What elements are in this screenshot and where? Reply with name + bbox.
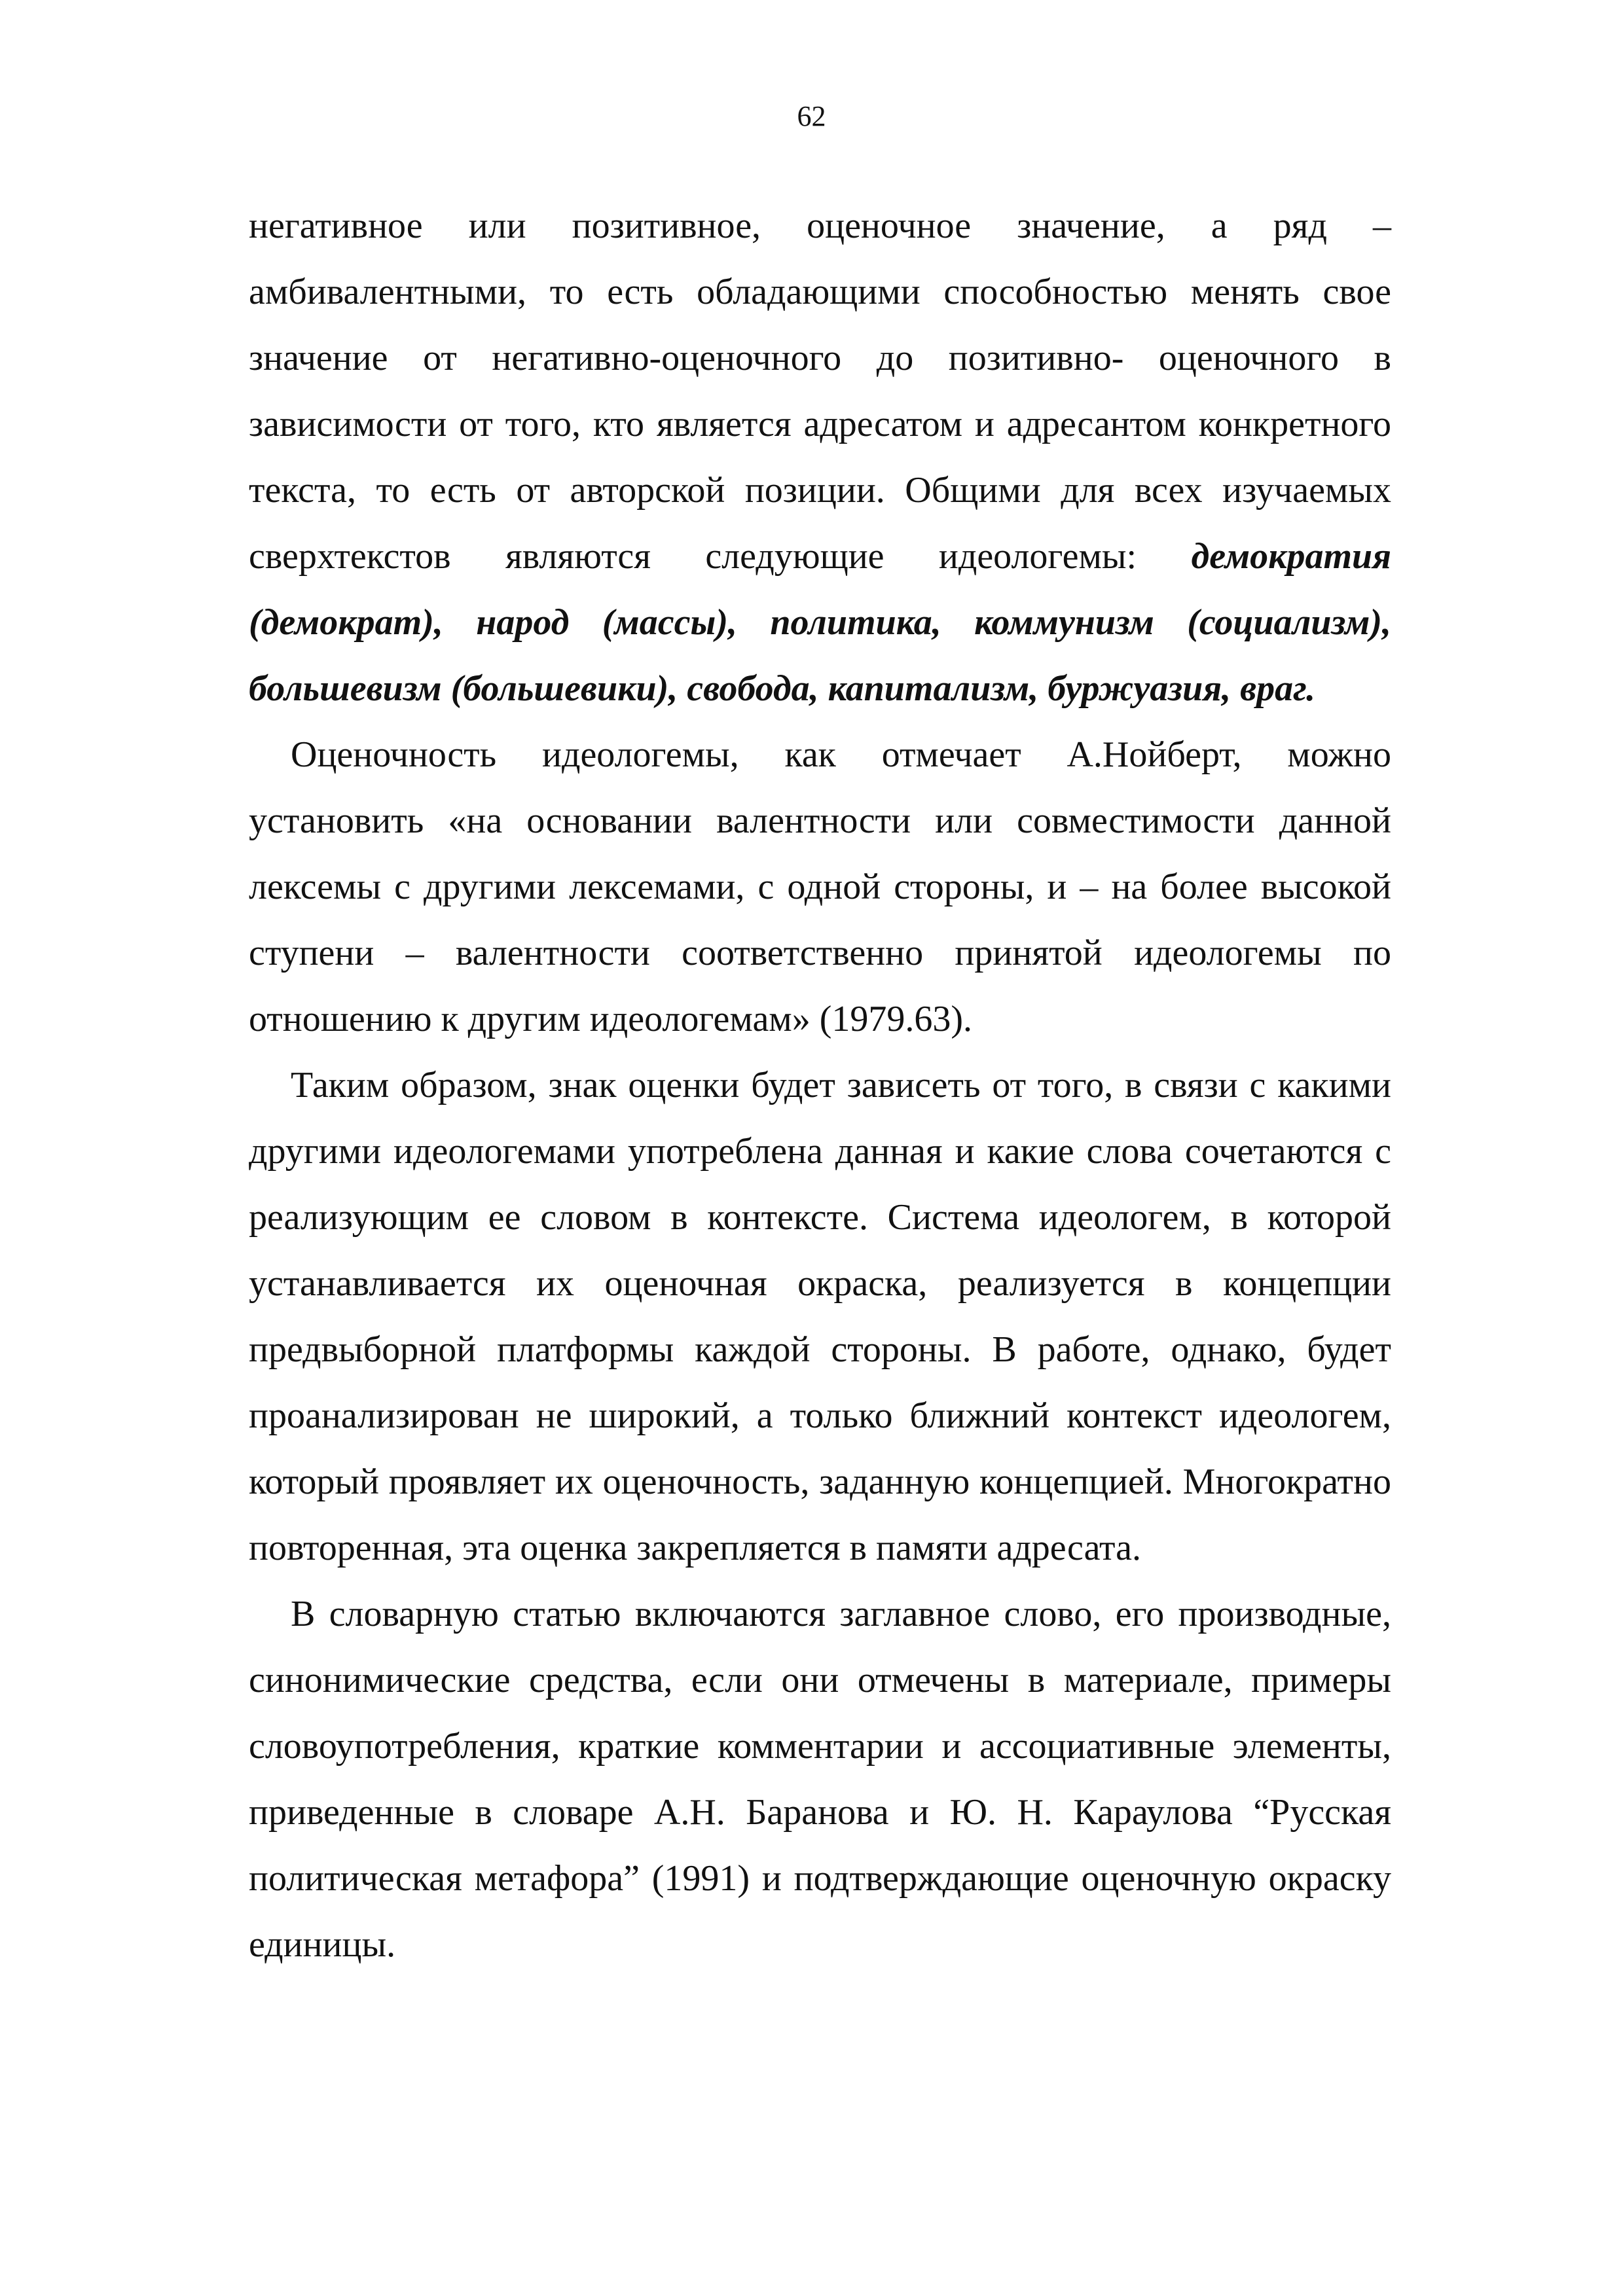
page-number: 62 xyxy=(797,100,826,132)
paragraph-ideologemes-list xyxy=(249,193,1391,722)
paragraph-neubert-quote: Оценочность идеологемы, как отмечает А.Нойберт, можно установить «на основании валентности или совместимости данной лексемы с другими лексемами, с одной стороны, и – на более высокой ступени – валентности соответственно принятой идеологемы по отношению к другим идеологемам» (1979.63). xyxy=(249,734,1391,1039)
document-body xyxy=(249,193,1391,1978)
ideologemes-emphasis: демократия (демократ), народ (массы), политика, коммунизм (социализм), большевизм (большевики), свобода, капитализм, буржуазия, враг. xyxy=(249,536,1392,709)
paragraph-text: негативное или позитивное, оценочное значение, а ряд – амбивалентными, то есть обладающими способностью менять свое значение от негативно-оценочного до позитивно- оценочного в зависимости от того, кто является адресатом и адресантом конкретного текста, то есть от авторской позиции. Общими для всех изучаемых сверхтекстов являются следующие идеологемы: xyxy=(249,206,1391,577)
paragraph-dictionary-entry: В словарную статью включаются заглавное слово, его производные, синонимические средства, если они отмечены в материале, примеры словоупотребления, краткие комментарии и ассоциативные элементы, приведенные в словаре А.Н. Баранова и Ю. Н. Караулова “Русская политическая метафора” (1991) и подтверждающие оценочную окраску единицы. xyxy=(249,1594,1391,1965)
paragraph-evaluation-sign: Таким образом, знак оценки будет зависеть от того, в связи с какими другими идеологемами употреблена данная и какие слова сочетаются с реализующим ее словом в контексте. Система идеологем, в которой устанавливается их оценочная окраска, реализуется в концепции предвыборной платформы каждой стороны. В работе, однако, будет проанализирован не широкий, а только ближний контекст идеологем, который проявляет их оценочность, заданную концепцией. Многократно повторенная, эта оценка закрепляется в памяти адресата. xyxy=(249,1065,1391,1568)
